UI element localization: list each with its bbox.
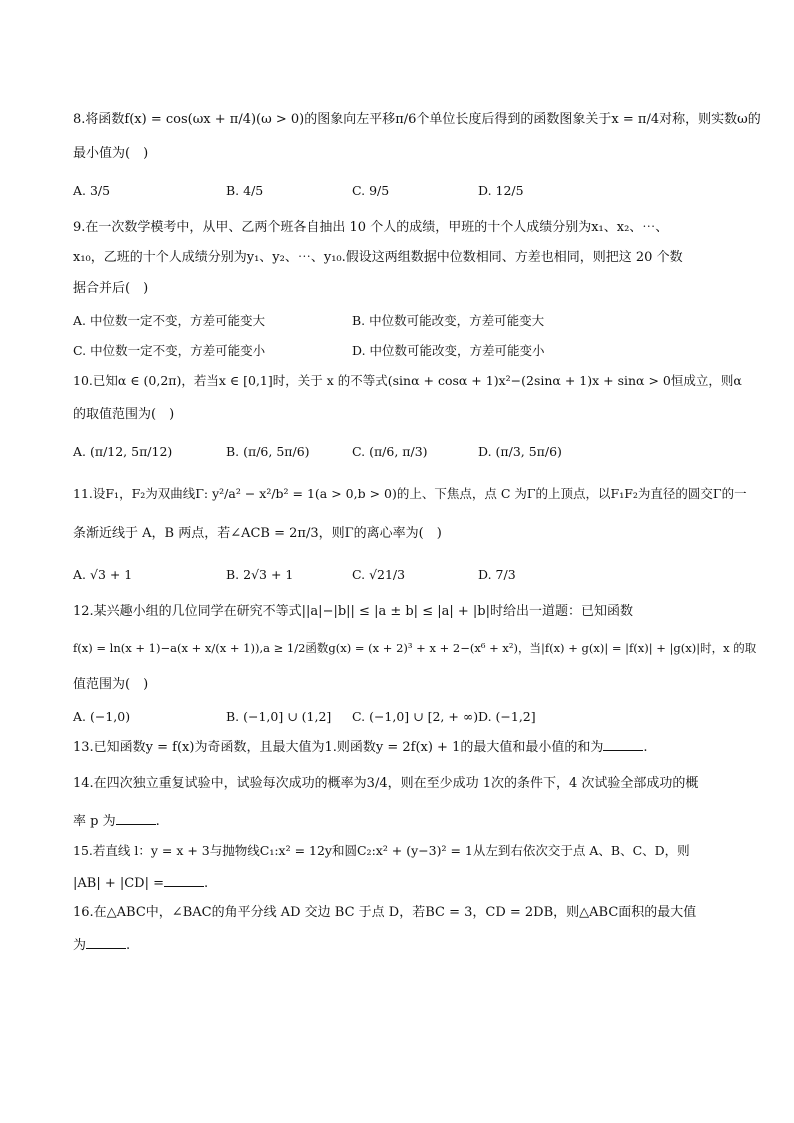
q13-line-1 — [73, 738, 648, 756]
q10-option-a: A. (π/12, 5π/12) — [73, 444, 173, 459]
q16-line-1: 16.在△ABC中，∠BAC的角平分线 AD 交边 BC 于点 D，若BC = 3，CD = 2DB，则△ABC面积的最大值 — [73, 905, 697, 920]
q10-line-1: 10.已知α ∈ (0,2π)，若当x ∈ [0,1]时，关于 x 的不等式(sinα + cosα + 1)x²−(2sinα + 1)x + sinα > 0恒成立，则α — [73, 373, 742, 388]
q15-line-1: 15.若直线 l：y = x + 3与抛物线C₁:x² = 12y和圆C₂:x² + (y−3)² = 1从左到右依次交于点 A、B、C、D，则 — [73, 843, 690, 858]
q8-line-1: 8.将函数f(x) = cos(ωx + π/4)(ω > 0)的图象向左平移π/6个单位长度后得到的函数图象关于x = π/4对称，则实数ω的 — [73, 112, 761, 127]
q9-option-d: D. 中位数可能改变，方差可能变小 — [352, 343, 545, 358]
q12-line-2: f(x) = ln(x + 1)−a(x + x/(x + 1)),a ≥ 1/2函数g(x) = (x + 2)³ + x + 2−(x⁶ + x²)，当|f(x) + g(x)| = |f(x)| + |g(x)|时，x 的取 — [73, 641, 757, 655]
answer-blank[interactable] — [116, 812, 156, 825]
q12-option-c: C. (−1,0] ∪ [2, + ∞) — [352, 709, 479, 724]
q9-line-2: x₁₀，乙班的十个人成绩分别为y₁、y₂、⋯、y₁₀.假设这两组数据中位数相同、方差也相同，则把这 20 个数 — [73, 250, 683, 265]
q12-line-1: 12.某兴趣小组的几位同学在研究不等式||a|−|b|| ≤ |a ± b| ≤ |a| + |b|时给出一道题：已知函数 — [73, 604, 633, 619]
q16-tail: . — [126, 938, 131, 953]
q8-option-d: D. 12/5 — [478, 183, 524, 198]
q11-option-a: A. √3 + 1 — [73, 567, 133, 582]
q9-line-1: 9.在一次数学模考中，从甲、乙两个班各自抽出 10 个人的成绩，甲班的十个人成绩分别为x₁、x₂、⋯、 — [73, 220, 669, 235]
q9-option-c: C. 中位数一定不变，方差可能变小 — [73, 343, 266, 358]
q10-option-b: B. (π/6, 5π/6) — [226, 444, 310, 459]
answer-blank[interactable] — [603, 738, 643, 751]
q12-line-3: 值范围为( ) — [73, 677, 149, 692]
q11-option-c: C. √21/3 — [352, 567, 406, 582]
q8-option-c: C. 9/5 — [352, 183, 390, 198]
q12-option-a: A. (−1,0) — [73, 709, 131, 724]
q11-option-d: D. 7/3 — [478, 567, 516, 582]
q14-tail: . — [155, 814, 160, 829]
q13-tail: . — [643, 740, 648, 755]
q15-text: |AB| + |CD| = — [73, 876, 165, 891]
q10-option-c: C. (π/6, π/3) — [352, 444, 428, 459]
q9-option-a: A. 中位数一定不变，方差可能变大 — [73, 313, 265, 328]
q11-option-b: B. 2√3 + 1 — [226, 567, 294, 582]
q11-line-2: 条渐近线于 A，B 两点，若∠ACB = 2π/3，则Γ的离心率为( ) — [73, 526, 442, 541]
q10-option-d: D. (π/3, 5π/6) — [478, 444, 562, 459]
q8-line-2: 最小值为( ) — [73, 146, 149, 161]
q16-text: 为 — [73, 938, 87, 953]
q15-line-2 — [73, 874, 208, 892]
q9-option-b: B. 中位数可能改变，方差可能变大 — [352, 313, 545, 328]
q8-option-a: A. 3/5 — [73, 183, 111, 198]
q9-line-3: 据合并后( ) — [73, 281, 149, 296]
q15-tail: . — [204, 876, 209, 891]
q16-line-2 — [73, 936, 130, 954]
q12-option-b: B. (−1,0] ∪ (1,2] — [226, 709, 332, 724]
q10-line-2: 的取值范围为( ) — [73, 407, 175, 422]
q12-option-d: D. (−1,2] — [478, 709, 536, 724]
answer-blank[interactable] — [86, 936, 126, 949]
q14-text: 率 p 为 — [73, 814, 116, 829]
q8-option-b: B. 4/5 — [226, 183, 264, 198]
q11-line-1: 11.设F₁，F₂为双曲线Γ: y²/a² − x²/b² = 1(a > 0,b > 0)的上、下焦点，点 C 为Γ的上顶点，以F₁F₂为直径的圆交Γ的一 — [73, 486, 747, 501]
q14-line-1: 14.在四次独立重复试验中，试验每次成功的概率为3/4，则在至少成功 1次的条件下，4 次试验全部成功的概 — [73, 776, 699, 791]
q14-line-2 — [73, 812, 160, 830]
q13-text: 13.已知函数y = f(x)为奇函数，且最大值为1.则函数y = 2f(x) + 1的最大值和最小值的和为 — [73, 740, 604, 755]
answer-blank[interactable] — [164, 874, 204, 887]
